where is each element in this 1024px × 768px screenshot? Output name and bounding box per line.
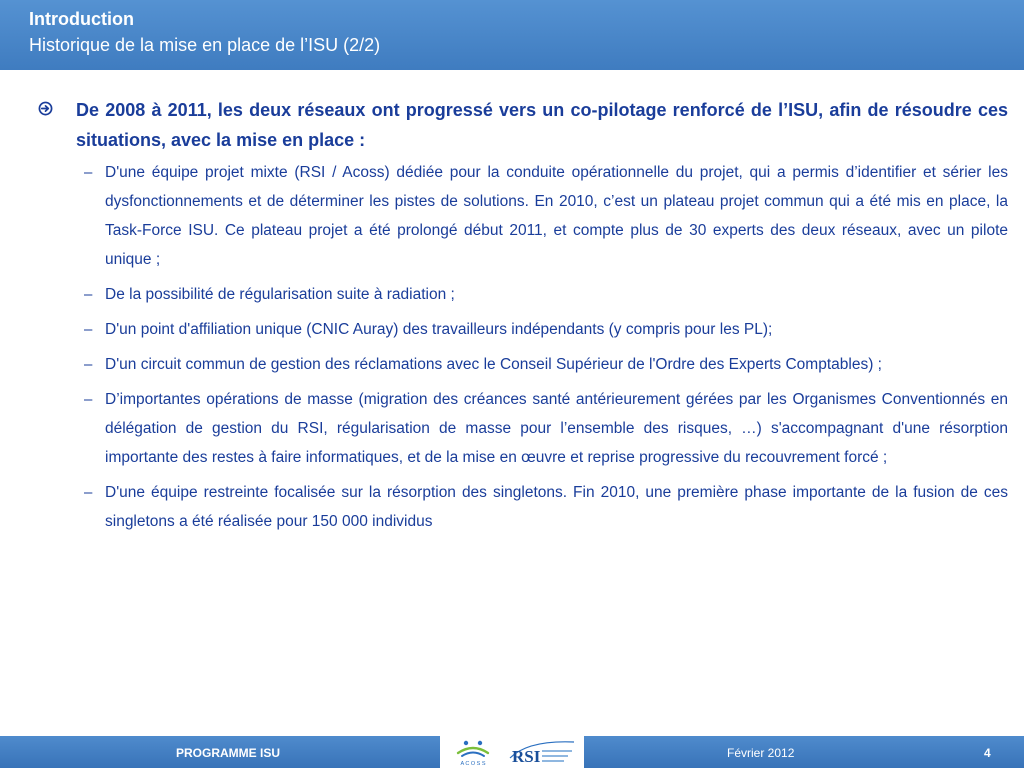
arrow-circle-icon <box>38 101 53 116</box>
list-item <box>38 350 1008 379</box>
slide-title: Introduction <box>29 9 134 29</box>
list-item <box>38 158 1008 274</box>
dash-bullet: – <box>84 164 93 181</box>
lead-paragraph <box>38 95 1008 155</box>
dash-bullet: – <box>84 321 93 338</box>
list-item-text: D'un circuit commun de gestion des réclamations avec le Conseil Supérieur de l'Ordre des Experts Comptables) ; <box>105 356 882 373</box>
lead-text: De 2008 à 2011, les deux réseaux ont progressé vers un co-pilotage renforcé de l’ISU, afin de résoudre ces situations, avec la mise en place : <box>76 100 1008 150</box>
rsi-logo <box>508 738 578 766</box>
footer-logos <box>440 736 584 768</box>
dash-bullet: – <box>84 391 93 408</box>
sub-bullet-list <box>38 158 1008 536</box>
list-item <box>38 385 1008 472</box>
list-item-text: D'une équipe restreinte focalisée sur la résorption des singletons. Fin 2010, une première phase importante de la fusion de ces singletons a été réalisée pour 150 000 individus <box>105 484 1008 530</box>
list-item <box>38 280 1008 309</box>
slide-header <box>0 0 1024 70</box>
list-item-text: De la possibilité de régularisation suite à radiation ; <box>105 286 455 303</box>
dash-bullet: – <box>84 484 93 501</box>
acoss-logo <box>444 737 502 767</box>
list-item <box>38 478 1008 536</box>
svg-text:A C O S S: A C O S S <box>460 761 486 767</box>
list-item-text: D’importantes opérations de masse (migration des créances santé antérieurement gérées par les Organismes Conventionnés en délégation de gestion du RSI, régularisation de masse pour l’ensemble des risques, …) s'accompagnant d'une résorption importante des restes à faire informatiques, et de la mise en œuvre et reprise progressive du recouvrement forcé ; <box>105 391 1008 466</box>
slide-subtitle: Historique de la mise en place de l’ISU (2/2) <box>29 35 381 55</box>
dash-bullet: – <box>84 286 93 303</box>
svg-text:RSI: RSI <box>512 747 541 766</box>
footer-date: Février 2012 <box>727 746 795 760</box>
list-item-text: D'un point d'affiliation unique (CNIC Auray) des travailleurs indépendants (y compris pour les PL); <box>105 321 773 338</box>
footer-program: PROGRAMME ISU <box>176 746 281 760</box>
list-item <box>38 315 1008 344</box>
slide-content <box>38 95 1008 542</box>
page-number: 4 <box>984 746 991 760</box>
dash-bullet: – <box>84 356 93 373</box>
list-item-text: D'une équipe projet mixte (RSI / Acoss) dédiée pour la conduite opérationnelle du projet, qui a permis d’identifier et sérier les dysfonctionnements et de déterminer les pistes de solutions. En 2010, c’est un plateau projet commun qui a été mis en place, la Task-Force ISU. Ce plateau projet a été prolongé début 2011, et compte plus de 30 experts des deux réseaux, avec un pilote unique ; <box>105 164 1008 268</box>
